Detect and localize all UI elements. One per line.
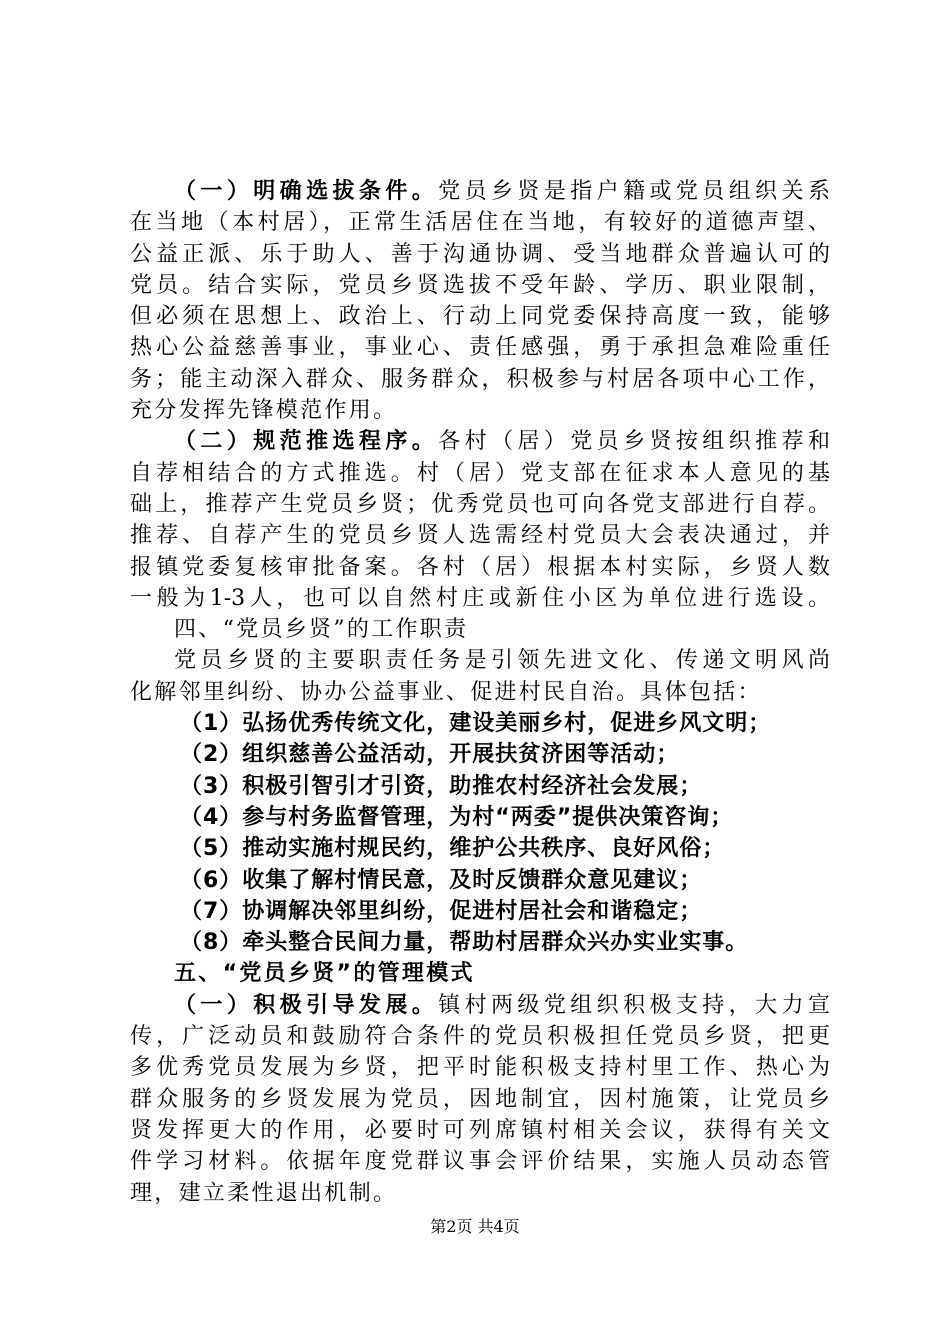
- paragraph-line: [130, 990, 830, 1021]
- list-item: （6）收集了解村情民意，及时反馈群众意见建议；: [180, 867, 703, 893]
- paragraph-line: 在当地（本村居），正常生活居住在当地，有较好的道德声望、: [130, 210, 830, 236]
- paragraph-line: 公益正派、乐于助人、善于沟通协调、受当地群众普遍认可的: [130, 241, 830, 267]
- list-item: （1）弘扬优秀传统文化，建设美丽乡村，促进乡风文明；: [180, 711, 772, 737]
- list-item: （7）协调解决邻里纠纷，促进村居社会和谐稳定；: [180, 898, 703, 924]
- paragraph-line: 自荐相结合的方式推选。村（居）党支部在征求本人意见的基: [130, 460, 830, 486]
- paragraph-line: 党员。结合实际，党员乡贤选拔不受年龄、学历、职业限制，: [130, 272, 830, 298]
- paragraph-line: 务；能主动深入群众、服务群众，积极参与村居各项中心工作，: [130, 366, 830, 392]
- list-item: （8）牵头整合民间力量，帮助村居群众兴办实业实事。: [180, 930, 749, 956]
- paragraph-line: 但必须在思想上、政治上、行动上同党委保持高度一致，能够: [130, 304, 830, 330]
- paragraph-line: 础上，推荐产生党员乡贤；优秀党员也可向各党支部进行自荐。: [130, 491, 830, 517]
- section-heading: （二）规范推选程序。: [174, 429, 439, 455]
- list-item: （2）组织慈善公益活动，开展扶贫济困等活动；: [180, 742, 680, 768]
- list-item: （5）推动实施村规民约，维护公共秩序、良好风俗；: [180, 836, 726, 862]
- section-heading: （一）明确选拔条件。: [174, 179, 439, 204]
- paragraph-text: 各村（居）党员乡贤按组织推荐和: [438, 429, 830, 455]
- paragraph-line: 推荐、自荐产生的党员乡贤人选需经村党员大会表决通过，并: [130, 523, 830, 549]
- paragraph-line: 贤发挥更大的作用，必要时可列席镇村相关会议，获得有关文: [130, 1117, 830, 1143]
- page-number: 第2页 共4页: [430, 1217, 520, 1236]
- paragraph-line: 群众服务的乡贤发展为党员，因地制宜，因村施策，让党员乡: [130, 1086, 830, 1112]
- paragraph-line: 传，广泛动员和鼓励符合条件的党员积极担任党员乡贤，把更: [130, 1024, 830, 1050]
- paragraph-text: 镇村两级党组织积极支持，大力宣: [438, 992, 830, 1018]
- paragraph-line: 一般为1-3人，也可以自然村庄或新住小区为单位进行选设。: [130, 585, 830, 611]
- list-item: （4）参与村务监督管理，为村“两委”提供决策咨询；: [180, 804, 734, 830]
- paragraph-line: 充分发挥先锋模范作用。: [130, 398, 398, 424]
- list-item: （3）积极引智引才引资，助推农村经济社会发展；: [180, 773, 703, 799]
- paragraph-line: 热心公益慈善事业，事业心、责任感强，勇于承担急难险重任: [130, 335, 830, 361]
- paragraph-line: [130, 176, 830, 207]
- section-title: 四、“党员乡贤”的工作职责: [174, 617, 469, 643]
- paragraph-line: 件学习材料。依据年度党群议事会评价结果，实施人员动态管: [130, 1149, 830, 1175]
- paragraph-line: 多优秀党员发展为乡贤，把平时能积极支持村里工作、热心为: [130, 1055, 830, 1081]
- paragraph-line: 党员乡贤的主要职责任务是引领先进文化、传递文明风尚: [174, 648, 830, 674]
- paragraph-line: 报镇党委复核审批备案。各村（居）根据本村实际，乡贤人数: [130, 554, 830, 580]
- section-title: 五、“党员乡贤”的管理模式: [174, 961, 475, 987]
- document-body: [130, 176, 830, 1209]
- paragraph-line: 理，建立柔性退出机制。: [130, 1180, 398, 1206]
- paragraph-text: 党员乡贤是指户籍或党员组织关系: [438, 179, 830, 204]
- paragraph-line: 化解邻里纠纷、协办公益事业、促进村民自治。具体包括：: [130, 679, 762, 705]
- section-heading: （一）积极引导发展。: [174, 992, 439, 1018]
- paragraph-line: [130, 426, 830, 457]
